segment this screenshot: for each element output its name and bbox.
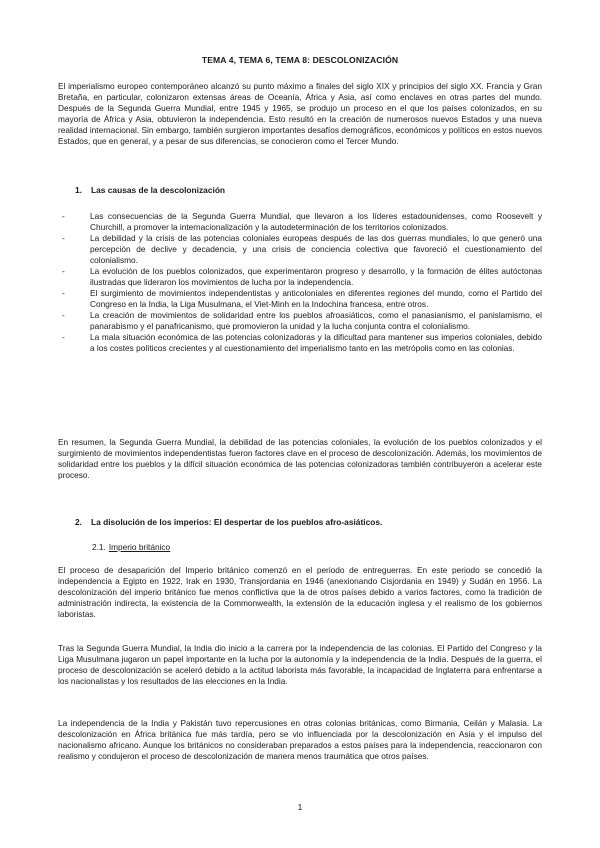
list-item-text: El surgimiento de movimientos independentistas y anticoloniales en diferentes regiones del mundo, como el Partido del Congreso en la India, la Liga Musulmana, el Viet-Minh en la Indochina francesa, entre otros.	[90, 288, 542, 309]
list-item	[62, 288, 542, 310]
bullet-marker: -	[62, 310, 65, 320]
document-title: TEMA 4, TEMA 6, TEMA 8: DESCOLONIZACIÓN	[201, 55, 399, 65]
subsection-number: 2.1.	[92, 542, 106, 552]
bullet-marker: -	[62, 233, 65, 243]
section-2-title: La disolución de los imperios: El despertar de los pueblos afro-asiáticos.	[91, 517, 383, 527]
bullet-marker: -	[62, 332, 65, 342]
british-empire-paragraph-1: El proceso de desaparición del Imperio británico comenzó en el periodo de entreguerras. En este periodo se concedió la independencia a Egipto en 1922, Irak en 1930, Transjordania en 1946 (anexionando Cisjordania en 1949) y Sudán en 1956. La descolonización del imperio británico fue menos conflictiva que la de otros países debido a varios factores, como la tradición de administración indirecta, la existencia de la Commonwealth, la extensión de la educación inglesa y el realismo de los gobiernos laboristas.	[58, 565, 542, 619]
bullet-marker: -	[62, 266, 65, 276]
page-number: 1	[297, 802, 303, 812]
british-empire-paragraph-3: La independencia de la India y Pakistán tuvo repercusiones en otras colonias británicas, como Birmania, Ceilán y Malasia. La descolonización en África británica fue más tardía, pero se vio influenciada por la descolonización en Asia y el impulso del nacionalismo africano. Aunque los británicos no consideraban preparados a estos países para la independencia, reaccionaron con realismo y condujeron el proceso de descolonización de manera menos traumática que otros países.	[58, 718, 542, 761]
bullet-marker: -	[62, 288, 65, 298]
list-item-text: La creación de movimientos de solidaridad entre los pueblos afroasiáticos, como el panasianismo, el panislamismo, el panarabismo y el panafricanismo, que promovieron la unidad y la lucha conjunta contra el colonialismo.	[90, 310, 542, 331]
list-item	[62, 310, 542, 332]
list-item	[62, 332, 542, 354]
british-empire-paragraph-2: Tras la Segunda Guerra Mundial, la India dio inicio a la carrera por la independencia de las colonias. El Partido del Congreso y la Liga Musulmana jugaron un papel importante en la lucha por la autonomía y la independencia de la India. Después de la guerra, el proceso de descolonización se aceleró debido a la actitud laborista más favorable, la incapacidad de Inglaterra para enfrentarse a los nacionalistas y los resultados de las elecciones en la India.	[58, 643, 542, 686]
intro-paragraph: El imperialismo europeo contemporáneo alcanzó su punto máximo a finales del siglo XIX y principios del siglo XX. Francia y Gran Bretaña, en particular, colonizaron extensas áreas de Oceanía, África y Asia, así como enclaves en otras partes del mundo. Después de la Segunda Guerra Mundial, entre 1945 y 1965, se produjo un proceso en el que los países colonizados, en su mayoría de África y Asia, obtuvieron la independencia. Esto resultó en la creación de numerosos nuevos Estados y una nueva realidad internacional. Sin embargo, también surgieron importantes desafíos demográficos, económicos y políticos en estos nuevos Estados, que en general, y a pesar de sus diferencias, se conocieron como el Tercer Mundo.	[58, 81, 542, 146]
section-1-number: 1.	[75, 185, 82, 195]
list-item	[62, 266, 542, 288]
bullet-marker: -	[62, 211, 65, 221]
section-2-number: 2.	[75, 517, 82, 527]
list-item	[62, 211, 542, 233]
list-item-text: Las consecuencias de la Segunda Guerra Mundial, que llevaron a los líderes estadounidenses, como Roosevelt y Churchill, a promover la internacionalización y la autodeterminación de los territorios colonizados.	[90, 211, 542, 232]
summary-paragraph: En resumen, la Segunda Guerra Mundial, la debilidad de las potencias coloniales, la evolución de los pueblos colonizados y el surgimiento de movimientos independentistas fueron factores clave en el proceso de descolonización. Además, los movimientos de solidaridad entre los pueblos y la difícil situación económica de las potencias colonizadoras también contribuyeron a acelerar este proceso.	[58, 437, 542, 480]
list-item-text: La mala situación económica de las potencias colonizadoras y la dificultad para mantener sus imperios coloniales, debido a los costes políticos crecientes y al cuestionamiento del imperialismo tanto en las metrópolis como en las colonias.	[90, 332, 542, 353]
subsection-2-1-heading	[92, 542, 170, 553]
list-item-text: La evolución de los pueblos colonizados, que experimentaron progreso y desarrollo, y la formación de élites autóctonas ilustradas que lideraron los movimientos de lucha por la independencia.	[90, 266, 542, 287]
causes-list	[62, 211, 542, 354]
subsection-title: Imperio británico	[108, 542, 171, 552]
list-item	[62, 233, 542, 266]
list-item-text: La debilidad y la crisis de las potencias coloniales europeas después de las dos guerras mundiales, lo que generó una percepción de declive y decadencia, y una crisis de conciencia colectiva que favoreció el cuestionamiento del colonialismo.	[90, 233, 542, 265]
section-1-title: Las causas de la descolonización	[91, 185, 226, 195]
